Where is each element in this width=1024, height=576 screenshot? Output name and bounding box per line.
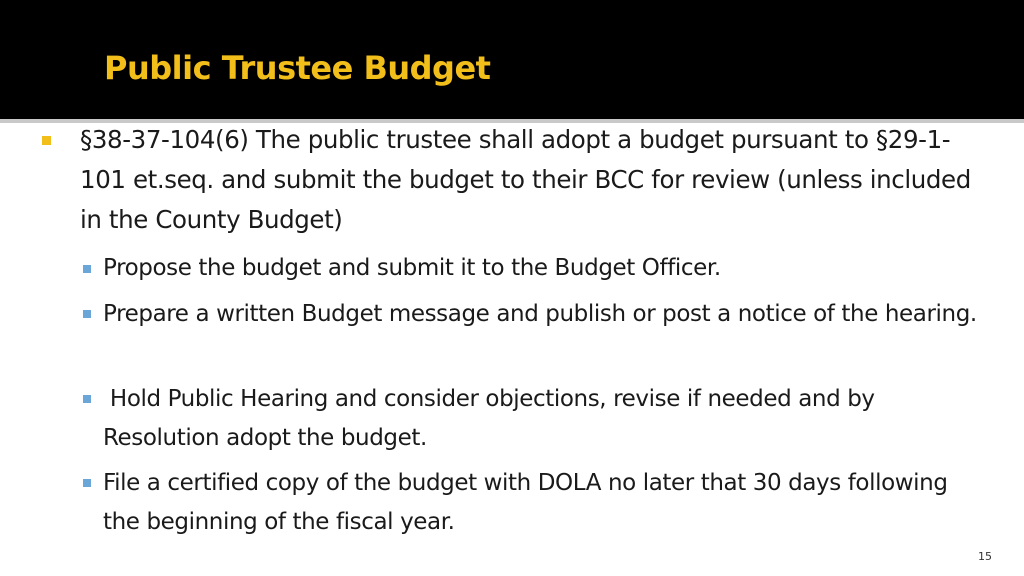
square-bullet-icon <box>42 136 51 145</box>
square-bullet-icon <box>83 479 91 487</box>
sub-bullet-2: Prepare a written Budget message and publish or post a notice of the hearing. <box>103 301 977 327</box>
sub-bullet-4: File a certified copy of the budget with DOLA no later that 30 days following the beginning of the fiscal year. <box>103 470 948 535</box>
sub-bullet-3: Hold Public Hearing and consider objections, revise if needed and by Resolution adopt the budget. <box>103 386 882 451</box>
slide-title: Public Trustee Budget <box>104 49 491 87</box>
sub-bullet-1: Propose the budget and submit it to the Budget Officer. <box>103 255 721 281</box>
square-bullet-icon <box>83 310 91 318</box>
main-bullet-text: §38-37-104(6) The public trustee shall adopt a budget pursuant to §29-1-101 et.seq. and submit the budget to their BCC for review (unless included in the County Budget) <box>80 125 971 234</box>
page-number: 15 <box>978 550 992 563</box>
square-bullet-icon <box>83 395 91 403</box>
square-bullet-icon <box>83 265 91 273</box>
